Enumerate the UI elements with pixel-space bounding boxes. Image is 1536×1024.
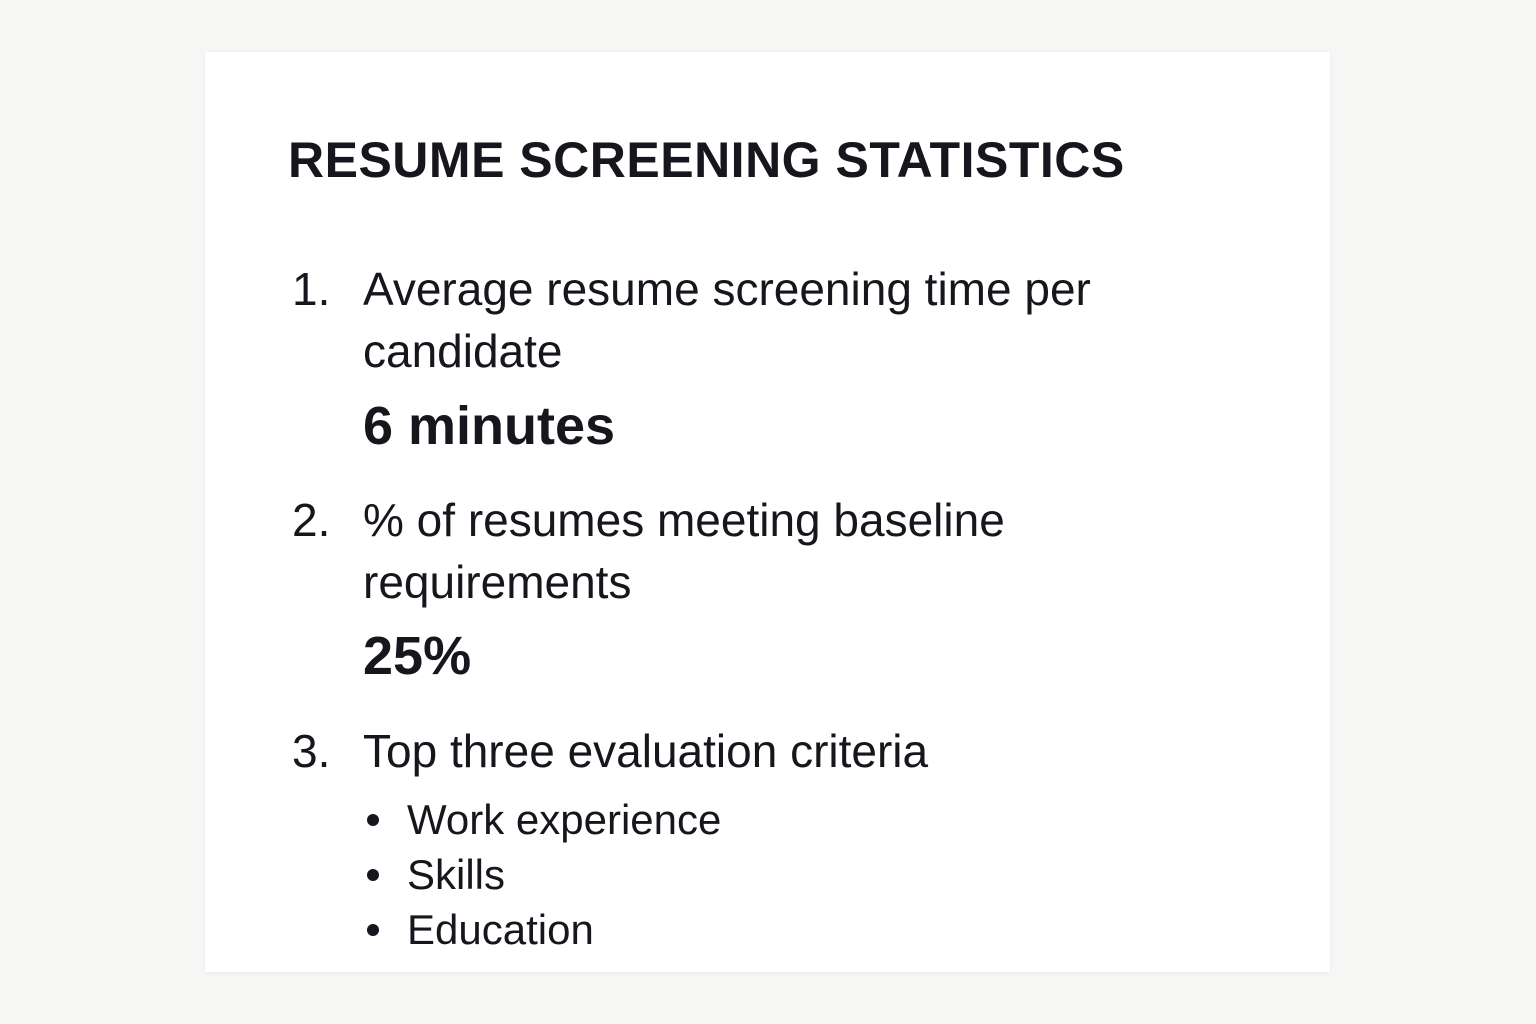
item-number: 2.	[292, 494, 331, 546]
item-label: % of resumes meeting baseline requirements	[363, 494, 1005, 608]
list-item	[363, 792, 721, 847]
list-item	[363, 902, 721, 957]
statistics-card	[205, 52, 1330, 972]
list-item-label: Skills	[407, 851, 506, 898]
item-number: 3.	[292, 725, 331, 777]
bullet-icon	[367, 814, 379, 826]
bullet-icon	[367, 869, 379, 881]
item-number: 1.	[292, 263, 331, 315]
list-item-label: Education	[407, 906, 594, 953]
criteria-list	[363, 792, 721, 957]
item-value: 6 minutes	[363, 396, 616, 456]
item-label: Top three evaluation criteria	[363, 725, 929, 777]
list-item-label: Work experience	[407, 796, 722, 843]
page-title: RESUME SCREENING STATISTICS	[288, 132, 1125, 188]
list-item	[363, 847, 721, 902]
bullet-icon	[367, 924, 379, 936]
item-label: Average resume screening time per candidate	[363, 263, 1091, 377]
item-value: 25%	[363, 626, 472, 686]
